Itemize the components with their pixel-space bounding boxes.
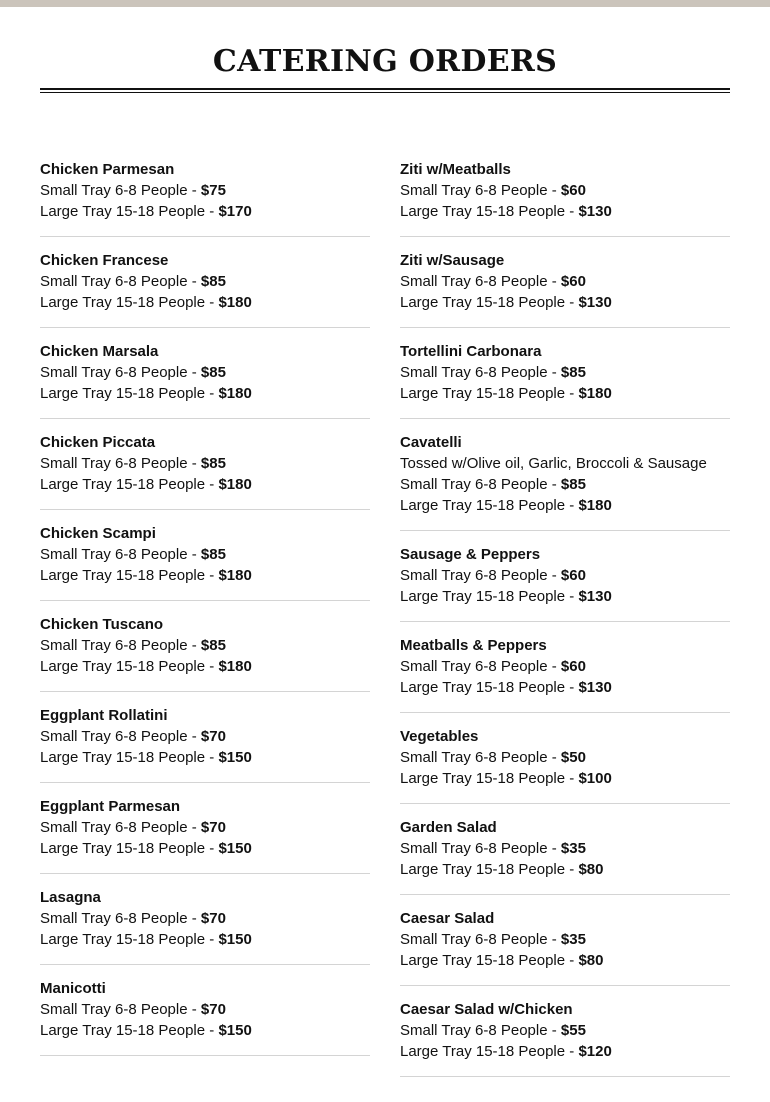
large-tray-label: Large Tray 15-18 People - [40, 658, 219, 675]
small-tray-line [400, 747, 730, 768]
menu-item [40, 338, 370, 419]
menu-item-name: Sausage & Peppers [400, 546, 541, 563]
small-tray-line [400, 180, 730, 201]
large-tray-price: $180 [578, 385, 612, 402]
small-tray-price: $50 [560, 749, 586, 766]
small-tray-price: $60 [560, 273, 586, 290]
large-tray-price: $80 [578, 861, 604, 878]
large-tray-label: Large Tray 15-18 People - [400, 203, 579, 220]
small-tray-line [400, 565, 730, 586]
menu-item-name: Ziti w/Sausage [400, 252, 505, 269]
large-tray-price: $180 [218, 476, 252, 493]
menu-item-name: Chicken Scampi [40, 525, 156, 542]
small-tray-label: Small Tray 6-8 People - [400, 476, 561, 493]
menu-item [400, 996, 730, 1077]
small-tray-line [40, 180, 370, 201]
small-tray-line [40, 453, 370, 474]
menu-item-name: Lasagna [40, 889, 101, 906]
large-tray-label: Large Tray 15-18 People - [40, 1022, 219, 1039]
menu-item [40, 975, 370, 1056]
menu-item-name: Cavatelli [400, 434, 462, 451]
small-tray-label: Small Tray 6-8 People - [40, 1001, 201, 1018]
title-divider-thick [40, 88, 730, 90]
menu-item-name: Caesar Salad [400, 910, 495, 927]
small-tray-line [400, 1020, 730, 1041]
small-tray-label: Small Tray 6-8 People - [40, 819, 201, 836]
menu-item [40, 884, 370, 965]
small-tray-line [400, 474, 730, 495]
large-tray-price: $180 [218, 567, 252, 584]
large-tray-price: $130 [578, 679, 612, 696]
menu-item [400, 156, 730, 237]
large-tray-line [40, 1020, 370, 1041]
large-tray-label: Large Tray 15-18 People - [400, 497, 579, 514]
menu-item-name: Manicotti [40, 980, 106, 997]
small-tray-price: $70 [200, 910, 226, 927]
small-tray-price: $55 [560, 1022, 586, 1039]
large-tray-price: $150 [218, 749, 252, 766]
small-tray-label: Small Tray 6-8 People - [400, 273, 561, 290]
small-tray-label: Small Tray 6-8 People - [400, 931, 561, 948]
small-tray-line [40, 908, 370, 929]
small-tray-price: $60 [560, 182, 586, 199]
large-tray-line [40, 201, 370, 222]
menu-item-name: Chicken Marsala [40, 343, 159, 360]
large-tray-line [40, 929, 370, 950]
menu-item [40, 520, 370, 601]
large-tray-price: $130 [578, 294, 612, 311]
large-tray-price: $120 [578, 1043, 612, 1060]
large-tray-line [400, 768, 730, 789]
menu-item-name: Ziti w/Meatballs [400, 161, 511, 178]
small-tray-line [400, 929, 730, 950]
menu-item [40, 429, 370, 510]
large-tray-line [40, 383, 370, 404]
small-tray-label: Small Tray 6-8 People - [40, 637, 201, 654]
large-tray-line [40, 838, 370, 859]
large-tray-price: $170 [218, 203, 252, 220]
large-tray-line [400, 383, 730, 404]
large-tray-label: Large Tray 15-18 People - [40, 476, 219, 493]
small-tray-label: Small Tray 6-8 People - [400, 749, 561, 766]
small-tray-line [40, 726, 370, 747]
large-tray-price: $180 [578, 497, 612, 514]
large-tray-label: Large Tray 15-18 People - [400, 294, 579, 311]
small-tray-line [400, 362, 730, 383]
large-tray-label: Large Tray 15-18 People - [400, 679, 579, 696]
small-tray-price: $35 [560, 840, 586, 857]
small-tray-line [40, 271, 370, 292]
menu-item-name: Vegetables [400, 728, 479, 745]
top-accent-band [0, 0, 770, 7]
small-tray-label: Small Tray 6-8 People - [40, 455, 201, 472]
small-tray-line [40, 635, 370, 656]
large-tray-price: $150 [218, 931, 252, 948]
large-tray-label: Large Tray 15-18 People - [400, 952, 579, 969]
menu-item [40, 793, 370, 874]
menu-item [400, 338, 730, 419]
small-tray-label: Small Tray 6-8 People - [40, 273, 201, 290]
small-tray-label: Small Tray 6-8 People - [400, 364, 561, 381]
small-tray-label: Small Tray 6-8 People - [40, 364, 201, 381]
large-tray-line [40, 747, 370, 768]
small-tray-line [40, 817, 370, 838]
large-tray-label: Large Tray 15-18 People - [400, 770, 579, 787]
small-tray-price: $75 [200, 182, 226, 199]
small-tray-price: $85 [200, 455, 226, 472]
large-tray-line [400, 495, 730, 516]
menu-item-name: Eggplant Parmesan [40, 798, 181, 815]
large-tray-line [40, 565, 370, 586]
menu-item-name: Chicken Francese [40, 252, 169, 269]
large-tray-price: $150 [218, 1022, 252, 1039]
menu-item [40, 702, 370, 783]
menu-column-left [40, 156, 370, 1066]
large-tray-label: Large Tray 15-18 People - [40, 567, 219, 584]
large-tray-price: $180 [218, 658, 252, 675]
large-tray-label: Large Tray 15-18 People - [400, 861, 579, 878]
small-tray-price: $70 [200, 819, 226, 836]
large-tray-line [400, 677, 730, 698]
small-tray-label: Small Tray 6-8 People - [400, 1022, 561, 1039]
small-tray-line [40, 362, 370, 383]
large-tray-line [40, 656, 370, 677]
menu-item [40, 611, 370, 692]
large-tray-label: Large Tray 15-18 People - [40, 294, 219, 311]
large-tray-label: Large Tray 15-18 People - [400, 1043, 579, 1060]
large-tray-line [400, 201, 730, 222]
menu-item [40, 156, 370, 237]
large-tray-price: $80 [578, 952, 604, 969]
small-tray-line [40, 999, 370, 1020]
large-tray-line [400, 1041, 730, 1062]
small-tray-line [400, 838, 730, 859]
small-tray-price: $70 [200, 728, 226, 745]
large-tray-line [400, 292, 730, 313]
small-tray-line [400, 656, 730, 677]
large-tray-label: Large Tray 15-18 People - [40, 931, 219, 948]
small-tray-price: $35 [560, 931, 586, 948]
small-tray-price: $60 [560, 567, 586, 584]
large-tray-label: Large Tray 15-18 People - [40, 749, 219, 766]
large-tray-price: $180 [218, 294, 252, 311]
menu-item-description: Tossed w/Olive oil, Garlic, Broccoli & Sausage [400, 455, 707, 472]
small-tray-label: Small Tray 6-8 People - [40, 910, 201, 927]
menu-item [400, 632, 730, 713]
large-tray-line [400, 586, 730, 607]
small-tray-price: $85 [200, 273, 226, 290]
small-tray-label: Small Tray 6-8 People - [400, 658, 561, 675]
menu-item-name: Eggplant Rollatini [40, 707, 168, 724]
large-tray-label: Large Tray 15-18 People - [400, 385, 579, 402]
menu-item [400, 429, 730, 531]
menu-item-name: Chicken Parmesan [40, 161, 175, 178]
title-divider-thin [40, 92, 730, 93]
small-tray-price: $85 [200, 637, 226, 654]
small-tray-label: Small Tray 6-8 People - [40, 182, 201, 199]
menu-item-name: Chicken Tuscano [40, 616, 164, 633]
small-tray-label: Small Tray 6-8 People - [40, 546, 201, 563]
small-tray-line [40, 544, 370, 565]
small-tray-price: $60 [560, 658, 586, 675]
large-tray-line [40, 474, 370, 495]
large-tray-label: Large Tray 15-18 People - [40, 385, 219, 402]
small-tray-price: $85 [200, 546, 226, 563]
large-tray-label: Large Tray 15-18 People - [40, 840, 219, 857]
menu-item-name: Tortellini Carbonara [400, 343, 542, 360]
large-tray-price: $100 [578, 770, 612, 787]
small-tray-price: $70 [200, 1001, 226, 1018]
small-tray-price: $85 [200, 364, 226, 381]
menu-item-name: Chicken Piccata [40, 434, 156, 451]
menu-item [40, 247, 370, 328]
large-tray-price: $130 [578, 203, 612, 220]
menu-item [400, 905, 730, 986]
small-tray-label: Small Tray 6-8 People - [400, 840, 561, 857]
large-tray-line [400, 859, 730, 880]
small-tray-label: Small Tray 6-8 People - [40, 728, 201, 745]
small-tray-label: Small Tray 6-8 People - [400, 567, 561, 584]
large-tray-line [400, 950, 730, 971]
large-tray-label: Large Tray 15-18 People - [40, 203, 219, 220]
large-tray-line [40, 292, 370, 313]
small-tray-label: Small Tray 6-8 People - [400, 182, 561, 199]
large-tray-price: $130 [578, 588, 612, 605]
large-tray-price: $150 [218, 840, 252, 857]
menu-item [400, 247, 730, 328]
small-tray-price: $85 [560, 364, 586, 381]
menu-item-name: Meatballs & Peppers [400, 637, 547, 654]
page-title: CATERING ORDERS [212, 44, 558, 79]
menu-item [400, 541, 730, 622]
menu-item [400, 723, 730, 804]
large-tray-label: Large Tray 15-18 People - [400, 588, 579, 605]
small-tray-price: $85 [560, 476, 586, 493]
menu-column-right [400, 156, 730, 1087]
large-tray-price: $180 [218, 385, 252, 402]
menu-item-name: Garden Salad [400, 819, 497, 836]
menu-item-name: Caesar Salad w/Chicken [400, 1001, 573, 1018]
menu-item [400, 814, 730, 895]
small-tray-line [400, 271, 730, 292]
